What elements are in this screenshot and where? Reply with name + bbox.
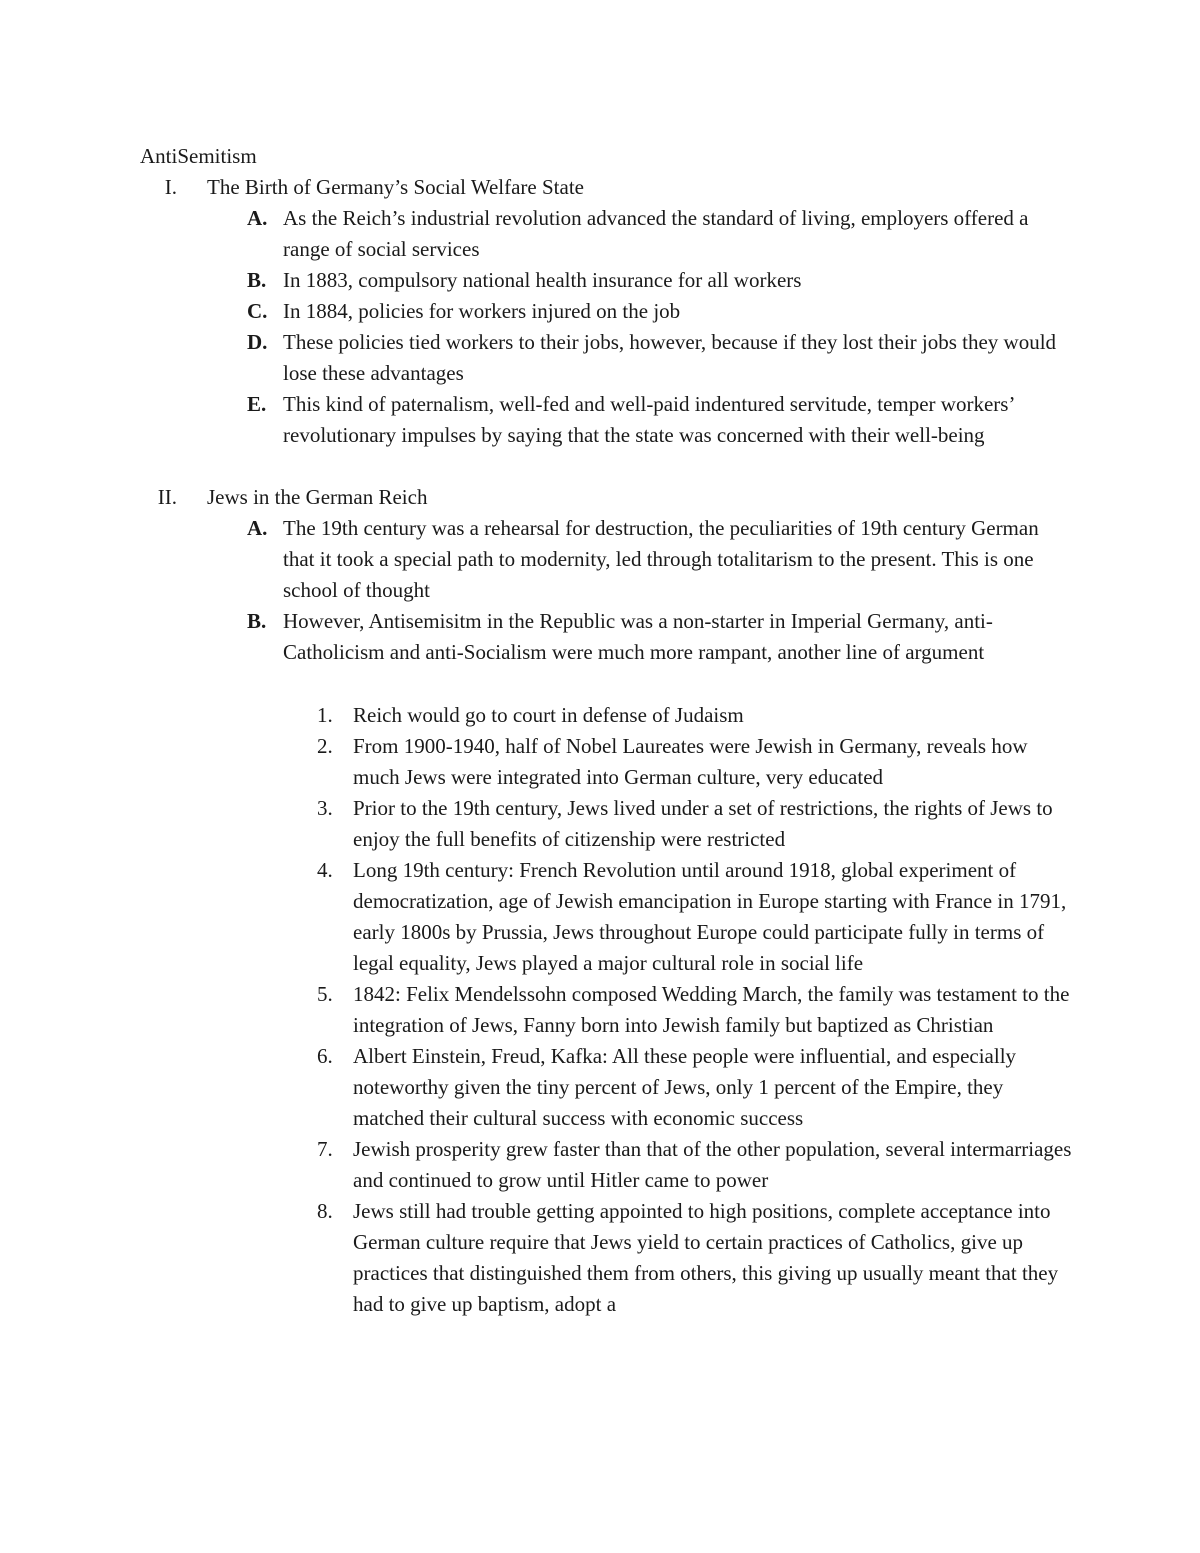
numbered-item-text: 1842: Felix Mendelssohn composed Wedding March, the family was testament to the integration of Jews, Fanny born into Jewish family but baptized as Christian [353, 982, 1070, 1037]
numbered-item-label: 6. [317, 1044, 333, 1068]
section-1-list [0, 203, 1200, 451]
section-heading-text: Jews in the German Reich [207, 485, 428, 509]
numbered-item [0, 855, 1073, 979]
list-item-label: A. [247, 206, 268, 230]
numbered-item-label: 2. [317, 734, 333, 758]
list-item [0, 327, 1073, 389]
numbered-item-text: Jewish prosperity grew faster than that of the other population, several intermarriages and continued to grow until Hitler came to power [353, 1137, 1072, 1192]
numbered-item-label: 5. [317, 982, 333, 1006]
numbered-item-label: 1. [317, 703, 333, 727]
numbered-item-text: Reich would go to court in defense of Judaism [353, 703, 744, 727]
numbered-item [0, 1041, 1073, 1134]
list-item-label: B. [247, 609, 267, 633]
numbered-item-label: 3. [317, 796, 333, 820]
list-item [0, 606, 1073, 668]
list-item-label: B. [247, 268, 267, 292]
numbered-item-text: Long 19th century: French Revolution until around 1918, global experiment of democratization, age of Jewish emancipation in Europe starting with France in 1791, early 1800s by Prussia, Jews throughout Europe could participate fully in terms of legal equality, Jews played a major cultural role in social life [353, 858, 1067, 975]
list-item-text: The 19th century was a rehearsal for destruction, the peculiarities of 19th century German that it took a special path to modernity, led through totalitarism to the present. This is one school of thought [283, 516, 1039, 602]
numbered-item-label: 8. [317, 1199, 333, 1223]
list-item [0, 296, 1073, 327]
numbered-sublist [0, 700, 1200, 1320]
numbered-item-text: Jews still had trouble getting appointed to high positions, complete acceptance into German culture require that Jews yield to certain practices of Catholics, give up practices that distinguished them from others, this giving up usually meant that they had to give up baptism, adopt a [353, 1199, 1059, 1316]
list-item-text: In 1883, compulsory national health insurance for all workers [283, 268, 802, 292]
numbered-item-text: Albert Einstein, Freud, Kafka: All these people were influential, and especially noteworthy given the tiny percent of Jews, only 1 percent of the Empire, they matched their cultural success with economic success [353, 1044, 1017, 1130]
section-heading-text: The Birth of Germany’s Social Welfare State [207, 175, 584, 199]
numbered-item-text: From 1900-1940, half of Nobel Laureates were Jewish in Germany, reveals how much Jews were integrated into German culture, very educated [353, 734, 1028, 789]
numbered-item-label: 7. [317, 1137, 333, 1161]
list-item-label: C. [247, 299, 268, 323]
list-item-text: These policies tied workers to their jobs, however, because if they lost their jobs they would lose these advantages [283, 330, 1057, 385]
numbered-item [0, 1134, 1073, 1196]
list-item-label: D. [247, 330, 268, 354]
list-item-text: As the Reich’s industrial revolution advanced the standard of living, employers offered a range of social services [283, 206, 1029, 261]
numbered-item-label: 4. [317, 858, 333, 882]
list-item-label: A. [247, 516, 268, 540]
list-item-text: This kind of paternalism, well-fed and well-paid indentured servitude, temper workers’ revolutionary impulses by saying that the state was concerned with their well-being [283, 392, 1014, 447]
list-item [0, 265, 1073, 296]
numbered-item [0, 700, 1073, 731]
numbered-item [0, 793, 1073, 855]
numbered-item-text: Prior to the 19th century, Jews lived under a set of restrictions, the rights of Jews to enjoy the full benefits of citizenship were restricted [353, 796, 1053, 851]
list-item [0, 389, 1073, 451]
numbered-item [0, 731, 1073, 793]
section-2-list [0, 513, 1200, 668]
numbered-item [0, 1196, 1073, 1320]
list-item-text: In 1884, policies for workers injured on the job [283, 299, 681, 323]
section-numeral: I. [164, 175, 177, 199]
list-item-text: However, Antisemisitm in the Republic was a non-starter in Imperial Germany, anti-Catholicism and anti-Socialism were much more rampant, another line of argument [283, 609, 993, 664]
list-item [0, 513, 1073, 606]
document-title: AntiSemitism [140, 144, 257, 168]
list-item [0, 203, 1073, 265]
list-item-label: E. [247, 392, 267, 416]
numbered-item [0, 979, 1073, 1041]
section-numeral: II. [157, 485, 177, 509]
